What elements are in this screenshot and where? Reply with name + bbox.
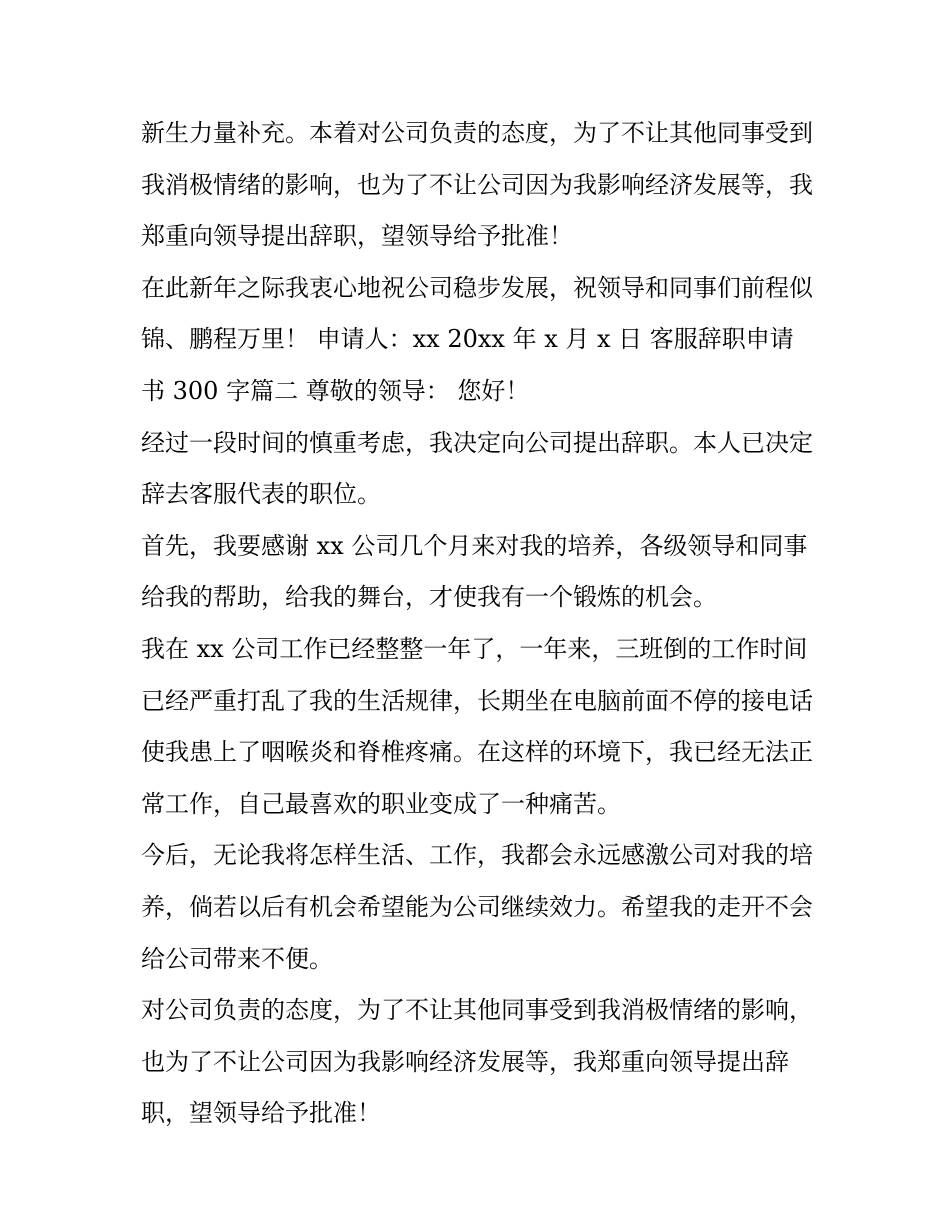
paragraph-closing: 对公司负责的态度，为了不让其他同事受到我消极情绪的影响，也为了不让公司因为我影响经济发展等，我郑重向领导提出辞职，望领导给予批准！ (141, 996, 813, 1128)
document-body (141, 108, 813, 1140)
paragraph-new-year-wishes: 在此新年之际我衷心地祝公司稳步发展，祝领导和同事们前程似锦、鹏程万里！ 申请人：xx 20xx 年 x 月 x 日 客服辞职申请书 300 字篇二 尊敬的领导： 您好！ (141, 273, 813, 405)
paragraph-decision: 经过一段时间的慎重考虑，我决定向公司提出辞职。本人已决定辞去客服代表的职位。 (141, 428, 813, 509)
paragraph-thanks: 首先，我要感谢 xx 公司几个月来对我的培养，各级领导和同事给我的帮助，给我的舞台，才使我有一个锻炼的机会。 (141, 531, 808, 612)
paragraph-continuation: 新生力量补充。本着对公司负责的态度，为了不让其他同事受到我消极情绪的影响，也为了不让公司因为我影响经济发展等，我郑重向领导提出辞职，望领导给予批准！ (141, 119, 813, 251)
paragraph-reason: 我在 xx 公司工作已经整整一年了，一年来，三班倒的工作时间已经严重打乱了我的生活规律，长期坐在电脑前面不停的接电话使我患上了咽喉炎和脊椎疼痛。在这样的环境下，我已经无法正常工作，自己最喜欢的职业变成了一种痛苦。 (141, 634, 813, 818)
paragraph-gratitude: 今后，无论我将怎样生活、工作，我都会永远感激公司对我的培养，倘若以后有机会希望能为公司继续效力。希望我的走开不会给公司带来不便。 (141, 841, 813, 973)
